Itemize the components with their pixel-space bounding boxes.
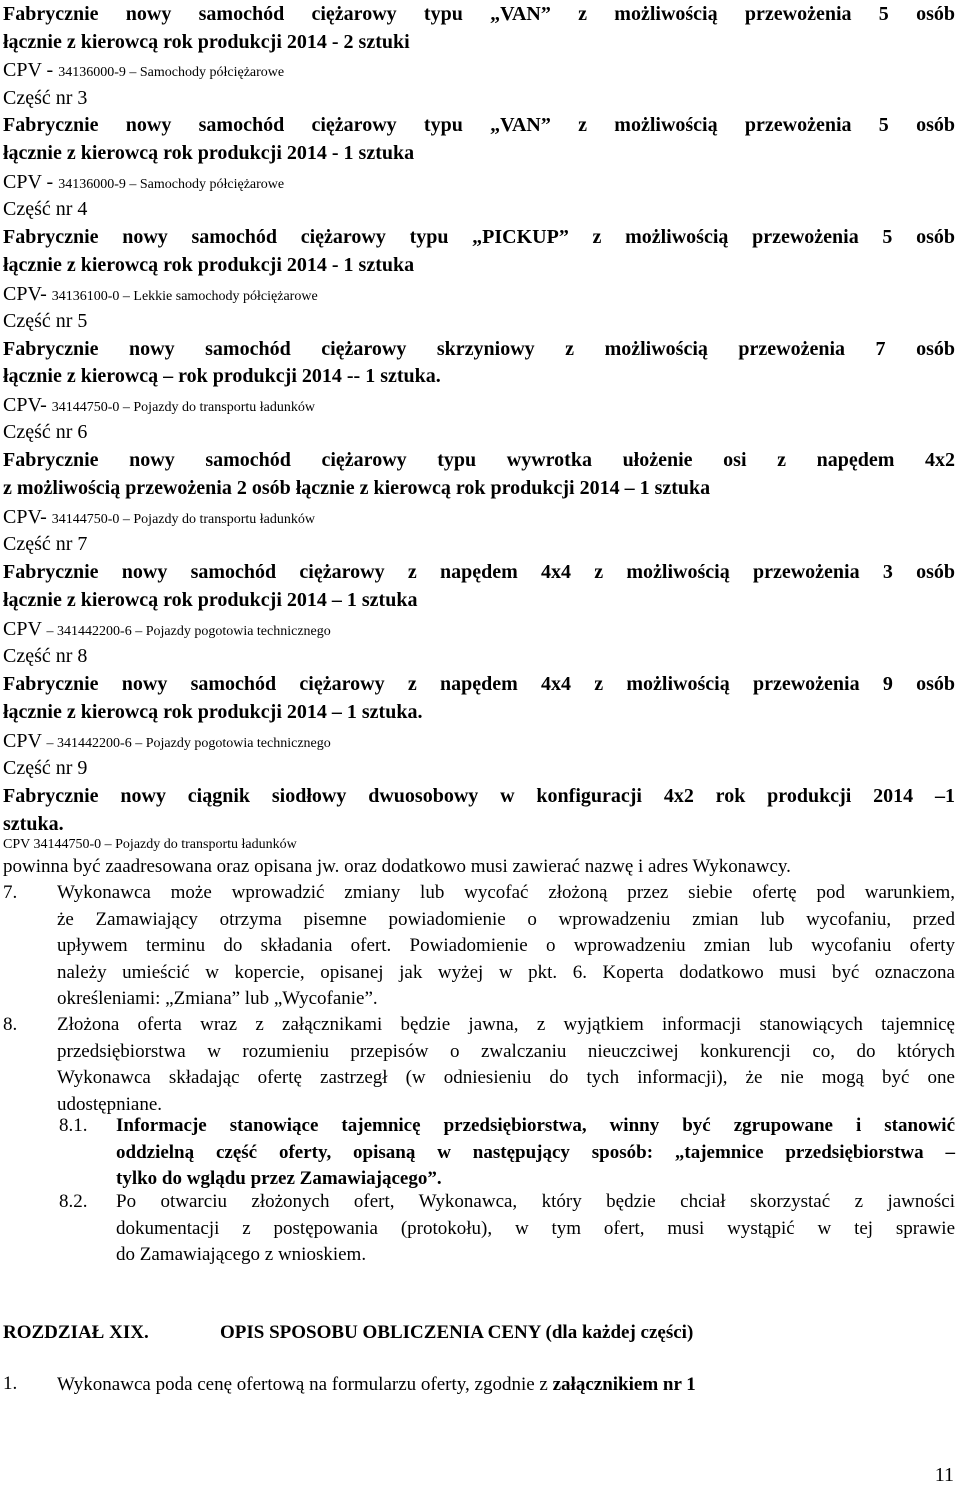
paragraph-8-2 (116, 1189, 955, 1269)
paragraph-line: udostępniane. (57, 1093, 163, 1115)
chapter-title: OPIS SPOSOBU OBLICZENIA CENY (dla każdej części) (220, 1322, 694, 1343)
paragraph-line: Złożona oferta wraz z załącznikami będzie jawna, z wyjątkiem informacji stanowiących tajemnicę (57, 1014, 955, 1035)
vehicle-title-line: Fabrycznie nowy samochód ciężarowy typu „VAN” z możliwością przewożenia 5 osób (3, 114, 955, 136)
cpv-line (3, 393, 315, 420)
part-heading: Część nr 3 (3, 87, 88, 109)
paragraph-line: że Zamawiający otrzyma pisemne powiadomienie o wprowadzeniu zmian lub wycofaniu, przed (57, 908, 955, 930)
cpv-label: CPV- (3, 283, 47, 305)
chapter-label: ROZDZIAŁ XIX. (3, 1322, 149, 1343)
closing-line: powinna być zaadresowana oraz opisana jw. oraz dodatkowo musi zawierać nazwę i adres Wykonawcy. (3, 856, 791, 877)
paragraph-text: Wykonawca poda cenę ofertową na formularzu oferty, zgodnie z (57, 1374, 553, 1395)
paragraph-line: określeniami: „Zmiana” lub „Wycofanie”. (57, 988, 378, 1009)
cpv-line (3, 617, 331, 644)
cpv-label: CPV (3, 730, 42, 752)
paragraph-line: upływem terminu do składania ofert. Powiadomienie o wprowadzeniu zmian lub wycofaniu oferty (57, 935, 955, 956)
part-heading: Część nr 4 (3, 198, 88, 220)
paragraph-line: Informacje stanowiące tajemnicę przedsiębiorstwa, winny być zgrupowane i stanowić (116, 1115, 955, 1136)
paragraph-line: dokumentacji z postępowania (protokołu), w tym ofert, musi wystąpić w tej sprawie (116, 1217, 955, 1239)
cpv-code: – 341442200-6 – Pojazdy pogotowia technicznego (46, 624, 331, 639)
part-heading: Część nr 9 (3, 757, 88, 779)
cpv-code: 34136100-0 – Lekkie samochody półciężarowe (51, 289, 318, 304)
paragraph-line: należy umieścić w kopercie, opisanej jak wyżej w pkt. 6. Koperta dodatkowo musi być oznaczona (57, 961, 955, 983)
paragraph-line: oddzielną część oferty, opisaną w następujący sposób: „tajemnice przedsiębiorstwa – (116, 1141, 955, 1163)
list-number: 8.1. (59, 1115, 88, 1136)
paragraph-8-1 (116, 1113, 955, 1193)
cpv-label: CPV (3, 618, 42, 640)
cpv-code: 34144750-0 – Pojazdy do transportu ładunków (51, 400, 315, 415)
cpv-line (3, 170, 284, 197)
cpv-code: – 341442200-6 – Pojazdy pogotowia technicznego (46, 736, 331, 751)
paragraph-line: Po otwarciu złożonych ofert, Wykonawca, który będzie chciał skorzystać z jawności (116, 1191, 955, 1212)
vehicle-title-line: z możliwością przewożenia 2 osób łącznie z kierowcą rok produkcji 2014 – 1 sztuka (3, 477, 711, 499)
cpv-label: CPV- (3, 506, 47, 528)
vehicle-title-line: łącznie z kierowcą rok produkcji 2014 – 1 sztuka (3, 589, 418, 611)
vehicle-title-line: Fabrycznie nowy samochód ciężarowy typu „VAN” z możliwością przewożenia 5 osób (3, 3, 955, 25)
vehicle-title-line: Fabrycznie nowy ciągnik siodłowy dwuosobowy w konfiguracji 4x2 rok produkcji 2014 –1 (3, 785, 955, 807)
list-number: 7. (3, 882, 18, 903)
part-heading: Część nr 5 (3, 310, 88, 332)
cpv-code: 34136000-9 – Samochody półciężarowe (58, 65, 285, 80)
cpv-label: CPV - (3, 171, 54, 193)
paragraph-line: Wykonawca składając ofertę zastrzegł (w odniesieniu do tych informacji), że nie mogą być one (57, 1067, 955, 1088)
paragraph-1 (57, 1373, 696, 1397)
vehicle-title-line: sztuka. (3, 813, 64, 835)
vehicle-title-line: łącznie z kierowcą rok produkcji 2014 - 2 sztuki (3, 31, 410, 53)
cpv-code: 34144750-0 – Pojazdy do transportu ładunków (51, 512, 315, 527)
paragraph-line: do Zamawiającego z wnioskiem. (116, 1244, 367, 1265)
cpv-code: 34136000-9 – Samochody półciężarowe (58, 177, 285, 192)
paragraph-line: Wykonawca może wprowadzić zmiany lub wycofać złożoną przez siebie ofertę pod warunkiem, (57, 882, 955, 903)
paragraph-7 (57, 880, 955, 1013)
part-heading: Część nr 8 (3, 645, 88, 667)
cpv-line (3, 505, 315, 532)
cpv-line: CPV 34144750-0 – Pojazdy do transportu ładunków (3, 837, 297, 852)
list-number: 8. (3, 1014, 18, 1035)
cpv-line (3, 58, 284, 85)
part-heading: Część nr 6 (3, 421, 88, 443)
paragraph-8 (57, 1012, 955, 1118)
vehicle-title-line: łącznie z kierowcą rok produkcji 2014 – 1 sztuka. (3, 701, 423, 723)
cpv-label: CPV - (3, 59, 54, 81)
list-number: 1. (3, 1373, 18, 1394)
vehicle-title-line: łącznie z kierowcą rok produkcji 2014 - 1 sztuka (3, 142, 415, 164)
vehicle-title-line: łącznie z kierowcą rok produkcji 2014 - 1 sztuka (3, 254, 415, 276)
paragraph-text-bold: załącznikiem nr 1 (552, 1374, 696, 1395)
vehicle-title-line: Fabrycznie nowy samochód ciężarowy skrzyniowy z możliwością przewożenia 7 osób (3, 338, 955, 360)
vehicle-title-line: łącznie z kierowcą – rok produkcji 2014 -- 1 sztuka. (3, 365, 441, 387)
list-number: 8.2. (59, 1191, 88, 1212)
paragraph-line: tylko do wglądu przez Zamawiającego”. (116, 1168, 442, 1189)
vehicle-title-line: Fabrycznie nowy samochód ciężarowy typu wywrotka ułożenie osi z napędem 4x2 (3, 449, 955, 471)
page-number: 11 (934, 1464, 954, 1486)
part-heading: Część nr 7 (3, 533, 88, 555)
paragraph-line: przedsiębiorstwa w rozumieniu przepisów o zwalczaniu nieuczciwej konkurencji co, do których (57, 1040, 955, 1062)
cpv-line (3, 729, 331, 756)
vehicle-title-line: Fabrycznie nowy samochód ciężarowy z napędem 4x4 z możliwością przewożenia 3 osób (3, 561, 955, 583)
cpv-label: CPV- (3, 394, 47, 416)
cpv-line (3, 282, 318, 309)
vehicle-title-line: Fabrycznie nowy samochód ciężarowy typu „PICKUP” z możliwością przewożenia 5 osób (3, 226, 955, 248)
vehicle-title-line: Fabrycznie nowy samochód ciężarowy z napędem 4x4 z możliwością przewożenia 9 osób (3, 673, 955, 695)
